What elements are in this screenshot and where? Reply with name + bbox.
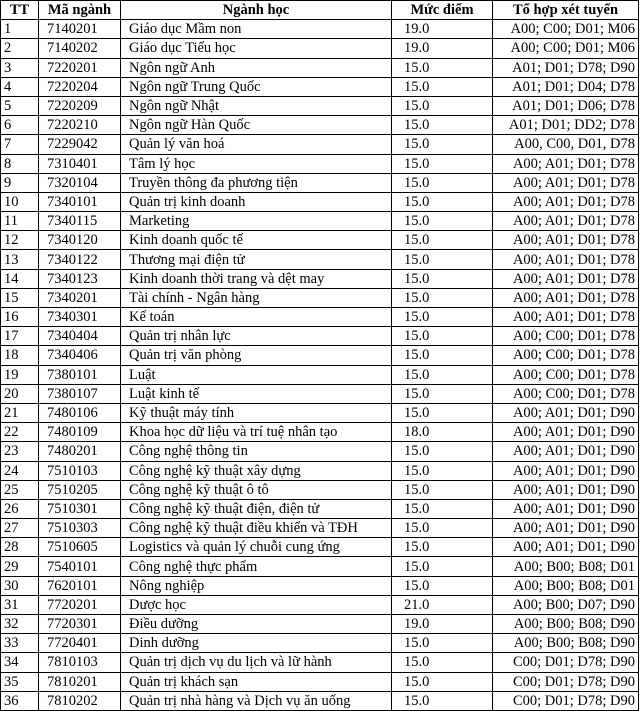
row-number: 28 bbox=[1, 538, 39, 557]
table-body bbox=[1, 20, 639, 711]
table-row bbox=[1, 672, 639, 691]
table-row bbox=[1, 346, 639, 365]
major-code: 7810202 bbox=[39, 691, 121, 710]
table-row bbox=[1, 499, 639, 518]
score: 19.0 bbox=[392, 39, 493, 58]
major-code: 7220209 bbox=[39, 96, 121, 115]
subject-combination: A00; A01; D01; D78 bbox=[493, 250, 639, 269]
subject-combination: A00; A01; D01; D78 bbox=[493, 288, 639, 307]
major-code: 7720301 bbox=[39, 615, 121, 634]
major-name: Công nghệ kỹ thuật điện, điện tử bbox=[121, 499, 392, 518]
major-code: 7340406 bbox=[39, 346, 121, 365]
row-number: 9 bbox=[1, 173, 39, 192]
major-code: 7140201 bbox=[39, 20, 121, 39]
row-number: 31 bbox=[1, 595, 39, 614]
subject-combination: C00; D01; D78; D90 bbox=[493, 653, 639, 672]
major-name: Ngôn ngữ Nhật bbox=[121, 96, 392, 115]
score: 15.0 bbox=[392, 461, 493, 480]
major-name: Ngôn ngữ Trung Quốc bbox=[121, 77, 392, 96]
score: 15.0 bbox=[392, 346, 493, 365]
subject-combination: A00, C00, D01, D78 bbox=[493, 135, 639, 154]
score: 15.0 bbox=[392, 403, 493, 422]
subject-combination: A00; A01; D01; D90 bbox=[493, 538, 639, 557]
row-number: 30 bbox=[1, 576, 39, 595]
subject-combination: A00; B00; B08; D01 bbox=[493, 557, 639, 576]
row-number: 1 bbox=[1, 20, 39, 39]
header-name: Ngành học bbox=[121, 1, 392, 20]
header-tt: TT bbox=[1, 1, 39, 20]
subject-combination: A00; A01; D01; D78 bbox=[493, 192, 639, 211]
subject-combination: A01; D01; D06; D78 bbox=[493, 96, 639, 115]
subject-combination: A00; C00; D01; D78 bbox=[493, 365, 639, 384]
row-number: 10 bbox=[1, 192, 39, 211]
score: 15.0 bbox=[392, 634, 493, 653]
major-name: Quản lý văn hoá bbox=[121, 135, 392, 154]
table-row bbox=[1, 269, 639, 288]
subject-combination: A00; C00; D01; D78 bbox=[493, 384, 639, 403]
table-row bbox=[1, 20, 639, 39]
table-row bbox=[1, 96, 639, 115]
table-row bbox=[1, 77, 639, 96]
major-name: Công nghệ thông tin bbox=[121, 442, 392, 461]
subject-combination: A01; D01; D04; D78 bbox=[493, 77, 639, 96]
score: 15.0 bbox=[392, 557, 493, 576]
table-row bbox=[1, 327, 639, 346]
row-number: 21 bbox=[1, 403, 39, 422]
major-name: Giáo dục Mầm non bbox=[121, 20, 392, 39]
major-name: Thương mại điện tử bbox=[121, 250, 392, 269]
table-row bbox=[1, 154, 639, 173]
score: 15.0 bbox=[392, 269, 493, 288]
major-name: Luật kinh tế bbox=[121, 384, 392, 403]
major-code: 7720401 bbox=[39, 634, 121, 653]
score: 15.0 bbox=[392, 135, 493, 154]
subject-combination: A00; A01; D01; D78 bbox=[493, 308, 639, 327]
subject-combination: A00; C00; D01; D78 bbox=[493, 346, 639, 365]
score: 15.0 bbox=[392, 480, 493, 499]
major-name: Dược học bbox=[121, 595, 392, 614]
row-number: 11 bbox=[1, 212, 39, 231]
table-row bbox=[1, 384, 639, 403]
score: 19.0 bbox=[392, 20, 493, 39]
score: 15.0 bbox=[392, 691, 493, 710]
major-name: Dinh dưỡng bbox=[121, 634, 392, 653]
major-code: 7510205 bbox=[39, 480, 121, 499]
major-code: 7540101 bbox=[39, 557, 121, 576]
score: 15.0 bbox=[392, 77, 493, 96]
major-code: 7510301 bbox=[39, 499, 121, 518]
row-number: 7 bbox=[1, 135, 39, 154]
table-row bbox=[1, 653, 639, 672]
table-row bbox=[1, 308, 639, 327]
major-name: Quản trị nhà hàng và Dịch vụ ăn uống bbox=[121, 691, 392, 710]
score: 15.0 bbox=[392, 365, 493, 384]
major-name: Marketing bbox=[121, 212, 392, 231]
table-row bbox=[1, 403, 639, 422]
subject-combination: A00; B00; B08; D90 bbox=[493, 634, 639, 653]
table-row bbox=[1, 173, 639, 192]
subject-combination: C00; D01; D78; D90 bbox=[493, 672, 639, 691]
score: 15.0 bbox=[392, 538, 493, 557]
subject-combination: A00; A01; D01; D90 bbox=[493, 442, 639, 461]
subject-combination: A00; A01; D01; D78 bbox=[493, 154, 639, 173]
major-name: Công nghệ kỹ thuật ô tô bbox=[121, 480, 392, 499]
table-row bbox=[1, 231, 639, 250]
major-name: Kinh doanh thời trang và dệt may bbox=[121, 269, 392, 288]
table-row bbox=[1, 634, 639, 653]
score: 15.0 bbox=[392, 96, 493, 115]
row-number: 29 bbox=[1, 557, 39, 576]
subject-combination: A00; C00; D01; M06 bbox=[493, 20, 639, 39]
row-number: 15 bbox=[1, 288, 39, 307]
major-code: 7810201 bbox=[39, 672, 121, 691]
row-number: 23 bbox=[1, 442, 39, 461]
major-code: 7380101 bbox=[39, 365, 121, 384]
score: 15.0 bbox=[392, 519, 493, 538]
major-name: Quản trị khách sạn bbox=[121, 672, 392, 691]
row-number: 5 bbox=[1, 96, 39, 115]
major-name: Ngôn ngữ Anh bbox=[121, 58, 392, 77]
subject-combination: A00; A01; D01; D78 bbox=[493, 212, 639, 231]
major-code: 7340101 bbox=[39, 192, 121, 211]
table-row bbox=[1, 519, 639, 538]
subject-combination: A00; B00; D07; D90 bbox=[493, 595, 639, 614]
score: 15.0 bbox=[392, 173, 493, 192]
subject-combination: A00; A01; D01; D90 bbox=[493, 461, 639, 480]
subject-combination: A00; A01; D01; D90 bbox=[493, 403, 639, 422]
subject-combination: A00; A01; D01; D90 bbox=[493, 519, 639, 538]
row-number: 19 bbox=[1, 365, 39, 384]
row-number: 6 bbox=[1, 116, 39, 135]
score: 19.0 bbox=[392, 615, 493, 634]
score: 15.0 bbox=[392, 442, 493, 461]
table-row bbox=[1, 212, 639, 231]
table-row bbox=[1, 557, 639, 576]
table-row bbox=[1, 615, 639, 634]
header-combo: Tổ hợp xét tuyển bbox=[493, 1, 639, 20]
major-code: 7510103 bbox=[39, 461, 121, 480]
major-name: Điều dưỡng bbox=[121, 615, 392, 634]
major-name: Khoa học dữ liệu và trí tuệ nhân tạo bbox=[121, 423, 392, 442]
table-row bbox=[1, 576, 639, 595]
table-row bbox=[1, 691, 639, 710]
score: 15.0 bbox=[392, 653, 493, 672]
score: 15.0 bbox=[392, 308, 493, 327]
major-code: 7310401 bbox=[39, 154, 121, 173]
table-row bbox=[1, 116, 639, 135]
major-code: 7340404 bbox=[39, 327, 121, 346]
row-number: 4 bbox=[1, 77, 39, 96]
row-number: 20 bbox=[1, 384, 39, 403]
table-row bbox=[1, 39, 639, 58]
row-number: 27 bbox=[1, 519, 39, 538]
major-name: Ngôn ngữ Hàn Quốc bbox=[121, 116, 392, 135]
score: 15.0 bbox=[392, 116, 493, 135]
row-number: 17 bbox=[1, 327, 39, 346]
major-name: Tài chính - Ngân hàng bbox=[121, 288, 392, 307]
major-code: 7220210 bbox=[39, 116, 121, 135]
row-number: 33 bbox=[1, 634, 39, 653]
major-name: Quản trị dịch vụ du lịch và lữ hành bbox=[121, 653, 392, 672]
row-number: 24 bbox=[1, 461, 39, 480]
score: 15.0 bbox=[392, 154, 493, 173]
major-name: Truyền thông đa phương tiện bbox=[121, 173, 392, 192]
row-number: 13 bbox=[1, 250, 39, 269]
major-name: Kế toán bbox=[121, 308, 392, 327]
row-number: 14 bbox=[1, 269, 39, 288]
major-code: 7340122 bbox=[39, 250, 121, 269]
header-code: Mã ngành bbox=[39, 1, 121, 20]
score: 15.0 bbox=[392, 672, 493, 691]
major-code: 7140202 bbox=[39, 39, 121, 58]
major-code: 7340301 bbox=[39, 308, 121, 327]
row-number: 18 bbox=[1, 346, 39, 365]
major-code: 7480109 bbox=[39, 423, 121, 442]
row-number: 3 bbox=[1, 58, 39, 77]
subject-combination: A00; A01; D01; D90 bbox=[493, 423, 639, 442]
major-code: 7480106 bbox=[39, 403, 121, 422]
table-row bbox=[1, 423, 639, 442]
table-row bbox=[1, 135, 639, 154]
major-code: 7340123 bbox=[39, 269, 121, 288]
major-name: Giáo dục Tiểu học bbox=[121, 39, 392, 58]
table-row bbox=[1, 192, 639, 211]
major-name: Kinh doanh quốc tế bbox=[121, 231, 392, 250]
major-code: 7480201 bbox=[39, 442, 121, 461]
row-number: 36 bbox=[1, 691, 39, 710]
subject-combination: C00; D01; D78; D90 bbox=[493, 691, 639, 710]
header-row bbox=[1, 1, 639, 20]
major-code: 7340120 bbox=[39, 231, 121, 250]
table-row bbox=[1, 480, 639, 499]
major-code: 7229042 bbox=[39, 135, 121, 154]
row-number: 2 bbox=[1, 39, 39, 58]
table-row bbox=[1, 288, 639, 307]
score: 15.0 bbox=[392, 58, 493, 77]
subject-combination: A00; B00; B08; D90 bbox=[493, 615, 639, 634]
score: 15.0 bbox=[392, 327, 493, 346]
subject-combination: A00; A01; D01; D78 bbox=[493, 173, 639, 192]
score: 21.0 bbox=[392, 595, 493, 614]
row-number: 22 bbox=[1, 423, 39, 442]
subject-combination: A00; C00; D01; M06 bbox=[493, 39, 639, 58]
subject-combination: A01; D01; DD2; D78 bbox=[493, 116, 639, 135]
table-row bbox=[1, 58, 639, 77]
score: 15.0 bbox=[392, 288, 493, 307]
subject-combination: A00; C00; D01; D78 bbox=[493, 327, 639, 346]
score: 15.0 bbox=[392, 192, 493, 211]
major-code: 7340201 bbox=[39, 288, 121, 307]
major-code: 7510605 bbox=[39, 538, 121, 557]
score: 15.0 bbox=[392, 212, 493, 231]
header-score: Mức điểm bbox=[392, 1, 493, 20]
major-code: 7220204 bbox=[39, 77, 121, 96]
major-name: Công nghệ kỹ thuật điều khiển và TĐH bbox=[121, 519, 392, 538]
major-code: 7620101 bbox=[39, 576, 121, 595]
subject-combination: A00; A01; D01; D78 bbox=[493, 231, 639, 250]
row-number: 26 bbox=[1, 499, 39, 518]
score: 15.0 bbox=[392, 384, 493, 403]
row-number: 34 bbox=[1, 653, 39, 672]
major-name: Logistics và quản lý chuỗi cung ứng bbox=[121, 538, 392, 557]
table-row bbox=[1, 461, 639, 480]
score: 15.0 bbox=[392, 499, 493, 518]
subject-combination: A00; A01; D01; D78 bbox=[493, 269, 639, 288]
row-number: 16 bbox=[1, 308, 39, 327]
table-row bbox=[1, 442, 639, 461]
major-code: 7510303 bbox=[39, 519, 121, 538]
major-name: Luật bbox=[121, 365, 392, 384]
major-name: Quản trị văn phòng bbox=[121, 346, 392, 365]
major-name: Quản trị nhân lực bbox=[121, 327, 392, 346]
major-name: Công nghệ kỹ thuật xây dựng bbox=[121, 461, 392, 480]
major-code: 7380107 bbox=[39, 384, 121, 403]
major-code: 7810103 bbox=[39, 653, 121, 672]
table-row bbox=[1, 250, 639, 269]
subject-combination: A00; A01; D01; D90 bbox=[493, 499, 639, 518]
subject-combination: A00; B00; B08; D01 bbox=[493, 576, 639, 595]
row-number: 35 bbox=[1, 672, 39, 691]
major-name: Quản trị kinh doanh bbox=[121, 192, 392, 211]
table-row bbox=[1, 365, 639, 384]
score: 15.0 bbox=[392, 576, 493, 595]
major-code: 7220201 bbox=[39, 58, 121, 77]
major-name: Tâm lý học bbox=[121, 154, 392, 173]
score: 15.0 bbox=[392, 231, 493, 250]
major-code: 7340115 bbox=[39, 212, 121, 231]
major-name: Nông nghiệp bbox=[121, 576, 392, 595]
table-row bbox=[1, 538, 639, 557]
subject-combination: A00; A01; D01; D90 bbox=[493, 480, 639, 499]
major-code: 7320104 bbox=[39, 173, 121, 192]
major-name: Kỹ thuật máy tính bbox=[121, 403, 392, 422]
row-number: 12 bbox=[1, 231, 39, 250]
subject-combination: A01; D01; D78; D90 bbox=[493, 58, 639, 77]
score: 18.0 bbox=[392, 423, 493, 442]
row-number: 8 bbox=[1, 154, 39, 173]
row-number: 32 bbox=[1, 615, 39, 634]
row-number: 25 bbox=[1, 480, 39, 499]
major-name: Công nghệ thực phẩm bbox=[121, 557, 392, 576]
table-row bbox=[1, 595, 639, 614]
score: 15.0 bbox=[392, 250, 493, 269]
major-code: 7720201 bbox=[39, 595, 121, 614]
